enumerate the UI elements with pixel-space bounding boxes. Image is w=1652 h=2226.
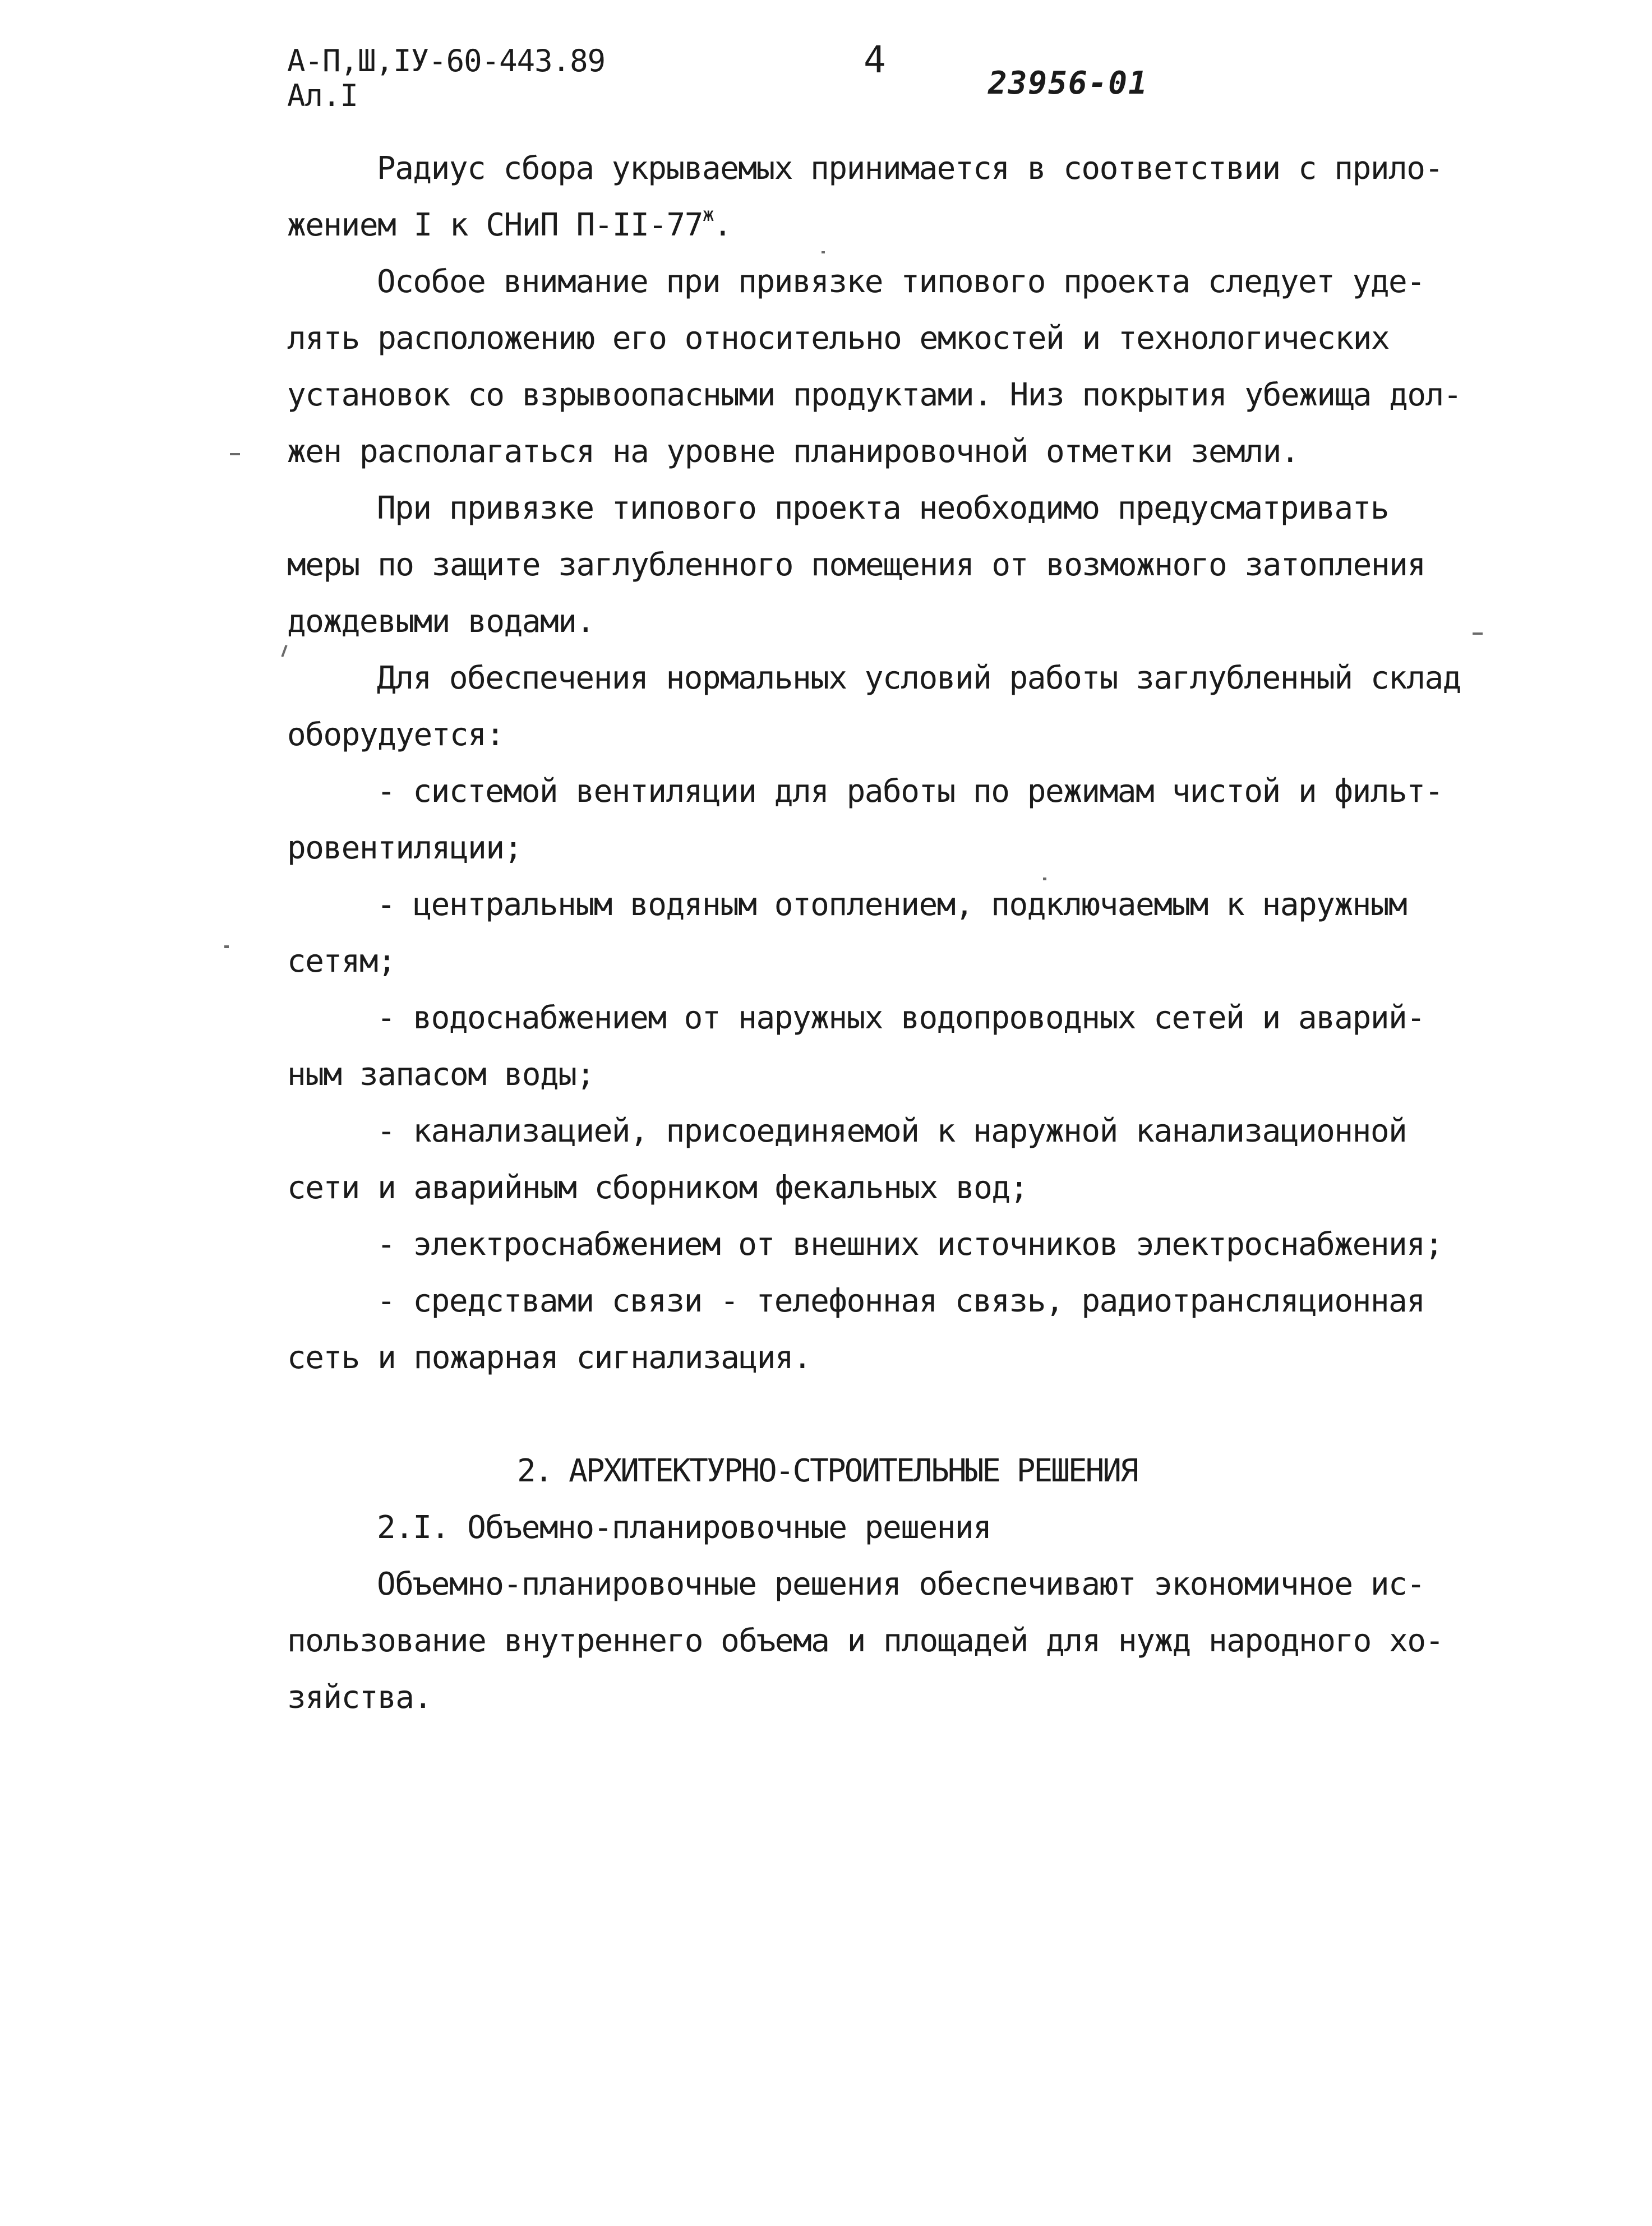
section-2-paragraph-line-2: пользование внутреннего объема и площадей для нужд народного хо- [287,1623,1443,1659]
paragraph-3-line-2: меры по защите заглубленного помещения от возможного затопления [287,547,1425,583]
scan-speck [230,453,240,455]
section-gap [287,1386,1453,1443]
paragraph-2-line-2: лять расположению его относительно емкостей и технологических [287,320,1390,357]
paragraph-3-line-1: При привязке типового проекта необходимо предусматривать [377,490,1389,527]
paragraph-2-line-4: жен располагаться на уровне планировочной отметки земли. [287,433,1299,470]
document-code [287,44,605,113]
paragraph-4-line-2: оборудуется: [287,717,504,753]
list-item-power-supply: - электроснабжением от внешних источников электроснабжения; [377,1226,1443,1263]
list-item-ventilation: - системой вентиляции для работы по режимам чистой и фильт- [377,773,1443,810]
paragraph-2-line-3: установок со взрывоопасными продуктами. Низ покрытия убежища дол- [287,377,1461,413]
snip-reference: жением I к СНиП П-II-77 [287,207,703,243]
list-item-heating-cont: сетям; [287,943,396,980]
paragraph-1-line-2 [287,197,1453,253]
list-item-water-supply-cont: ным запасом воды; [287,1056,594,1093]
scan-speck [224,945,229,948]
section-2-paragraph-line-1: Объемно-планировочные решения обеспечивают экономичное ис- [377,1566,1425,1602]
paragraph-1-line-1: Радиус сбора укрываемых принимается в соответствии с прило- [377,150,1443,187]
page-number: 4 [864,38,886,81]
subsection-heading: 2.I. Объемно-планировочные решения [377,1509,991,1546]
list-item-heating: - центральным водяным отоплением, подключаемым к наружным [377,886,1407,923]
section-heading: 2. АРХИТЕКТУРНО-СТРОИТЕЛЬНЫЕ РЕШЕНИЯ [517,1453,1137,1489]
list-item-communications: - средствами связи - телефонная связь, радиотрансляционная [377,1283,1425,1319]
scan-speck [1473,632,1483,635]
scan-speck [822,251,825,253]
superscript-mark: ж [702,204,713,226]
scan-speck [281,645,287,657]
list-item-communications-cont: сеть и пожарная сигнализация. [287,1340,811,1376]
paragraph-3-line-3: дождевыми водами. [287,603,594,640]
list-item-water-supply: - водоснабжением от наружных водопроводных сетей и аварий- [377,1000,1425,1036]
paragraph-4-line-1: Для обеспечения нормальных условий работы заглубленный склад [377,660,1461,696]
list-item-sewerage: - канализацией, присоединяемой к наружной канализационной [377,1113,1407,1149]
body-text [287,140,1461,1726]
paragraph-2-line-1: Особое внимание при привязке типового проекта следует уде- [377,264,1425,300]
line-end: . [713,207,732,243]
document-number: 23956-01 [988,65,1148,101]
scan-speck [1043,878,1046,880]
list-item-ventilation-cont: ровентиляции; [287,830,522,866]
document-code-line-2: Ал.I [287,78,358,113]
section-2-paragraph-line-3: зяйства. [287,1679,432,1716]
list-item-sewerage-cont: сети и аварийным сборником фекальных вод; [287,1170,1028,1206]
document-code-line-1: А-П,Ш,IУ-60-443.89 [287,43,606,78]
